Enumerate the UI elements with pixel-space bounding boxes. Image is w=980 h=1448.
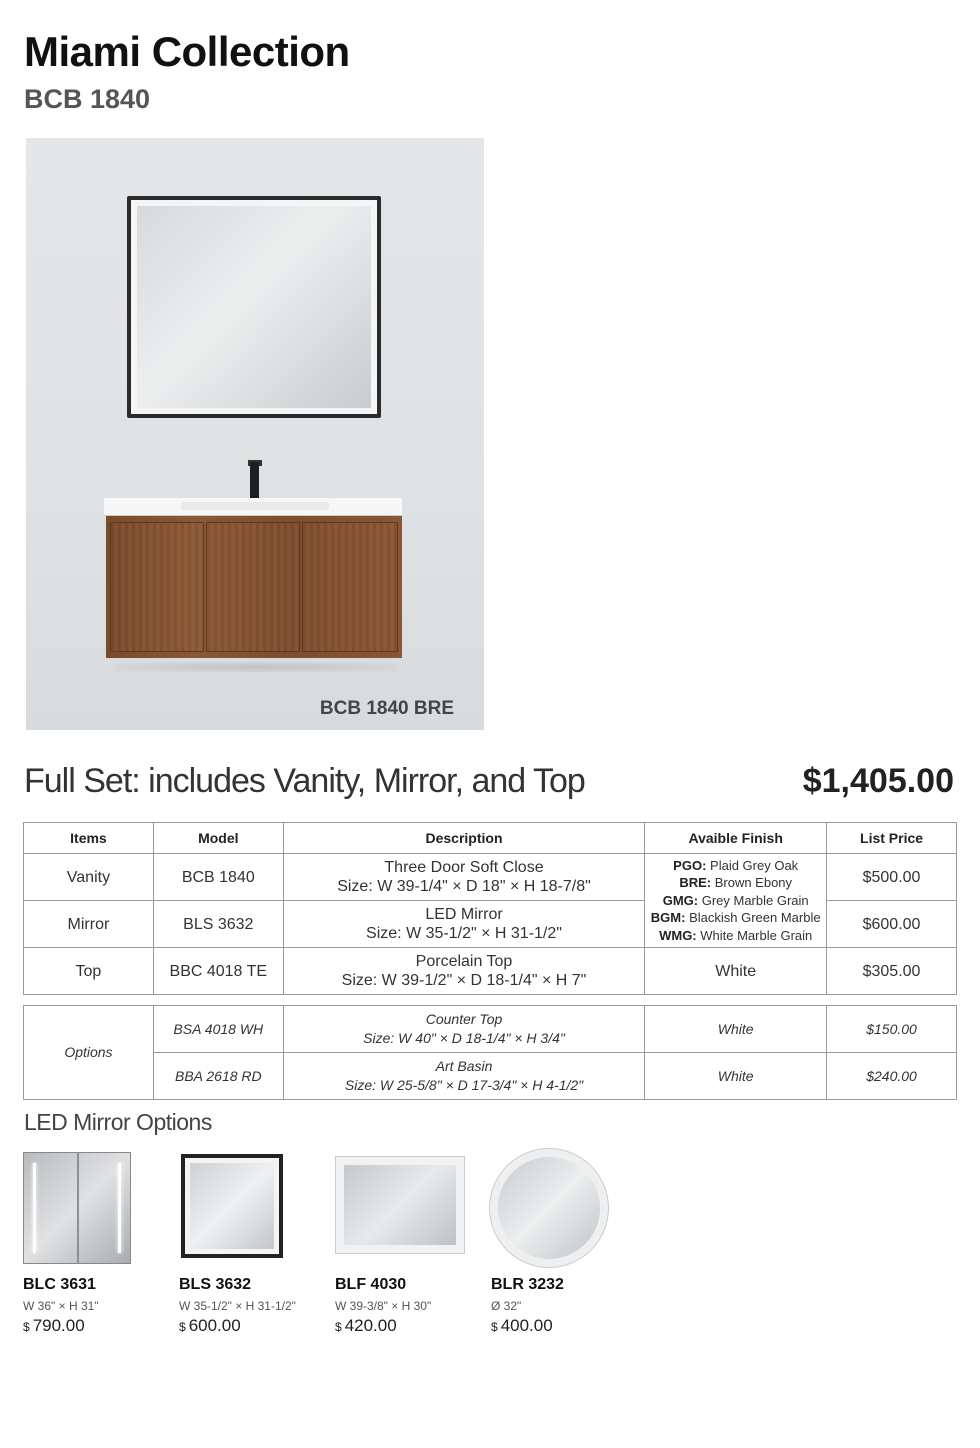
table-row [24,1053,957,1100]
frameless-mirror-icon [335,1156,465,1254]
item-cell: Mirror [24,901,154,948]
black-frame-mirror-icon [181,1154,283,1258]
option-size: Ø 32" [491,1299,522,1313]
model-cell: BBC 4018 TE [153,948,283,995]
led-option-blc-3631 [23,1148,183,1336]
product-table [23,822,957,995]
price-cell: $150.00 [827,1006,957,1053]
price-cell: $500.00 [827,854,957,901]
price-cell: $240.00 [827,1053,957,1100]
column-header: Items [24,823,154,854]
led-mirror-image [127,196,381,418]
options-table [23,1005,957,1100]
option-price: $ 790.00 [23,1316,85,1335]
column-header: List Price [827,823,957,854]
option-size: W 39-3/8" × H 30" [335,1299,432,1313]
option-size: W 35-1/2" × H 31-1/2" [179,1299,296,1313]
cabinet-door [110,522,204,652]
option-price: $ 420.00 [335,1316,397,1335]
finish-list-cell: PGO: Plaid Grey Oak BRE: Brown Ebony GMG: Grey Marble Grain BGM: Blackish Green Marble WMG: White Marble Grain [645,854,827,948]
description-cell: Porcelain Top Size: W 39-1/2" × D 18-1/4" × H 7" [283,948,645,995]
price-cell: $600.00 [827,901,957,948]
table-row [24,854,957,901]
model-cell: BCB 1840 [153,854,283,901]
table-row [24,948,957,995]
table-row [24,1006,957,1053]
options-label: Options [24,1006,154,1100]
description-cell: Art Basin Size: W 25-5/8" × D 17-3/4" × H 4-1/2" [283,1053,645,1100]
page-title: Miami Collection [24,28,350,75]
option-model: BLF 4030 [335,1276,407,1293]
column-header: Avaible Finish [645,823,827,854]
item-cell: Top [24,948,154,995]
photo-label: BCB 1840 BRE [319,698,454,719]
price-cell: $305.00 [827,948,957,995]
led-options-heading: LED Mirror Options [24,1109,212,1135]
option-size: W 36" × H 31" [23,1299,99,1313]
model-subtitle: BCB 1840 [24,84,151,114]
option-model: BLR 3232 [491,1276,564,1293]
model-cell: BSA 4018 WH [153,1006,283,1053]
led-option-bls-3632 [179,1148,339,1336]
description-cell: Counter Top Size: W 40" × D 18-1/4" × H 3/4" [283,1006,645,1053]
model-cell: BLS 3632 [153,901,283,948]
cabinet-door [206,522,300,652]
cabinet-door [302,522,398,652]
round-mirror-icon [489,1148,609,1268]
full-set-label: Full Set: includes Vanity, Mirror, and Top [24,762,585,800]
option-model: BLS 3632 [179,1276,252,1293]
model-cell: BBA 2618 RD [153,1053,283,1100]
led-option-blf-4030 [335,1148,495,1336]
medicine-cabinet-mirror-icon [23,1152,131,1264]
column-header: Model [153,823,283,854]
led-option-blr-3232 [491,1148,651,1336]
vanity-cabinet-image [106,516,402,658]
option-price: $ 600.00 [179,1316,241,1335]
product-photo [26,138,484,730]
finish-cell: White [645,1053,827,1100]
description-cell: LED Mirror Size: W 35-1/2" × H 31-1/2" [283,901,645,948]
option-price: $ 400.00 [491,1316,553,1335]
table-header-row [24,823,957,854]
column-header: Description [283,823,645,854]
option-model: BLC 3631 [23,1276,96,1293]
full-set-price: $1,405.00 [802,762,954,800]
item-cell: Vanity [24,854,154,901]
finish-cell: White [645,948,827,995]
description-cell: Three Door Soft Close Size: W 39-1/4" × D 18" × H 18-7/8" [283,854,645,901]
finish-cell: White [645,1006,827,1053]
